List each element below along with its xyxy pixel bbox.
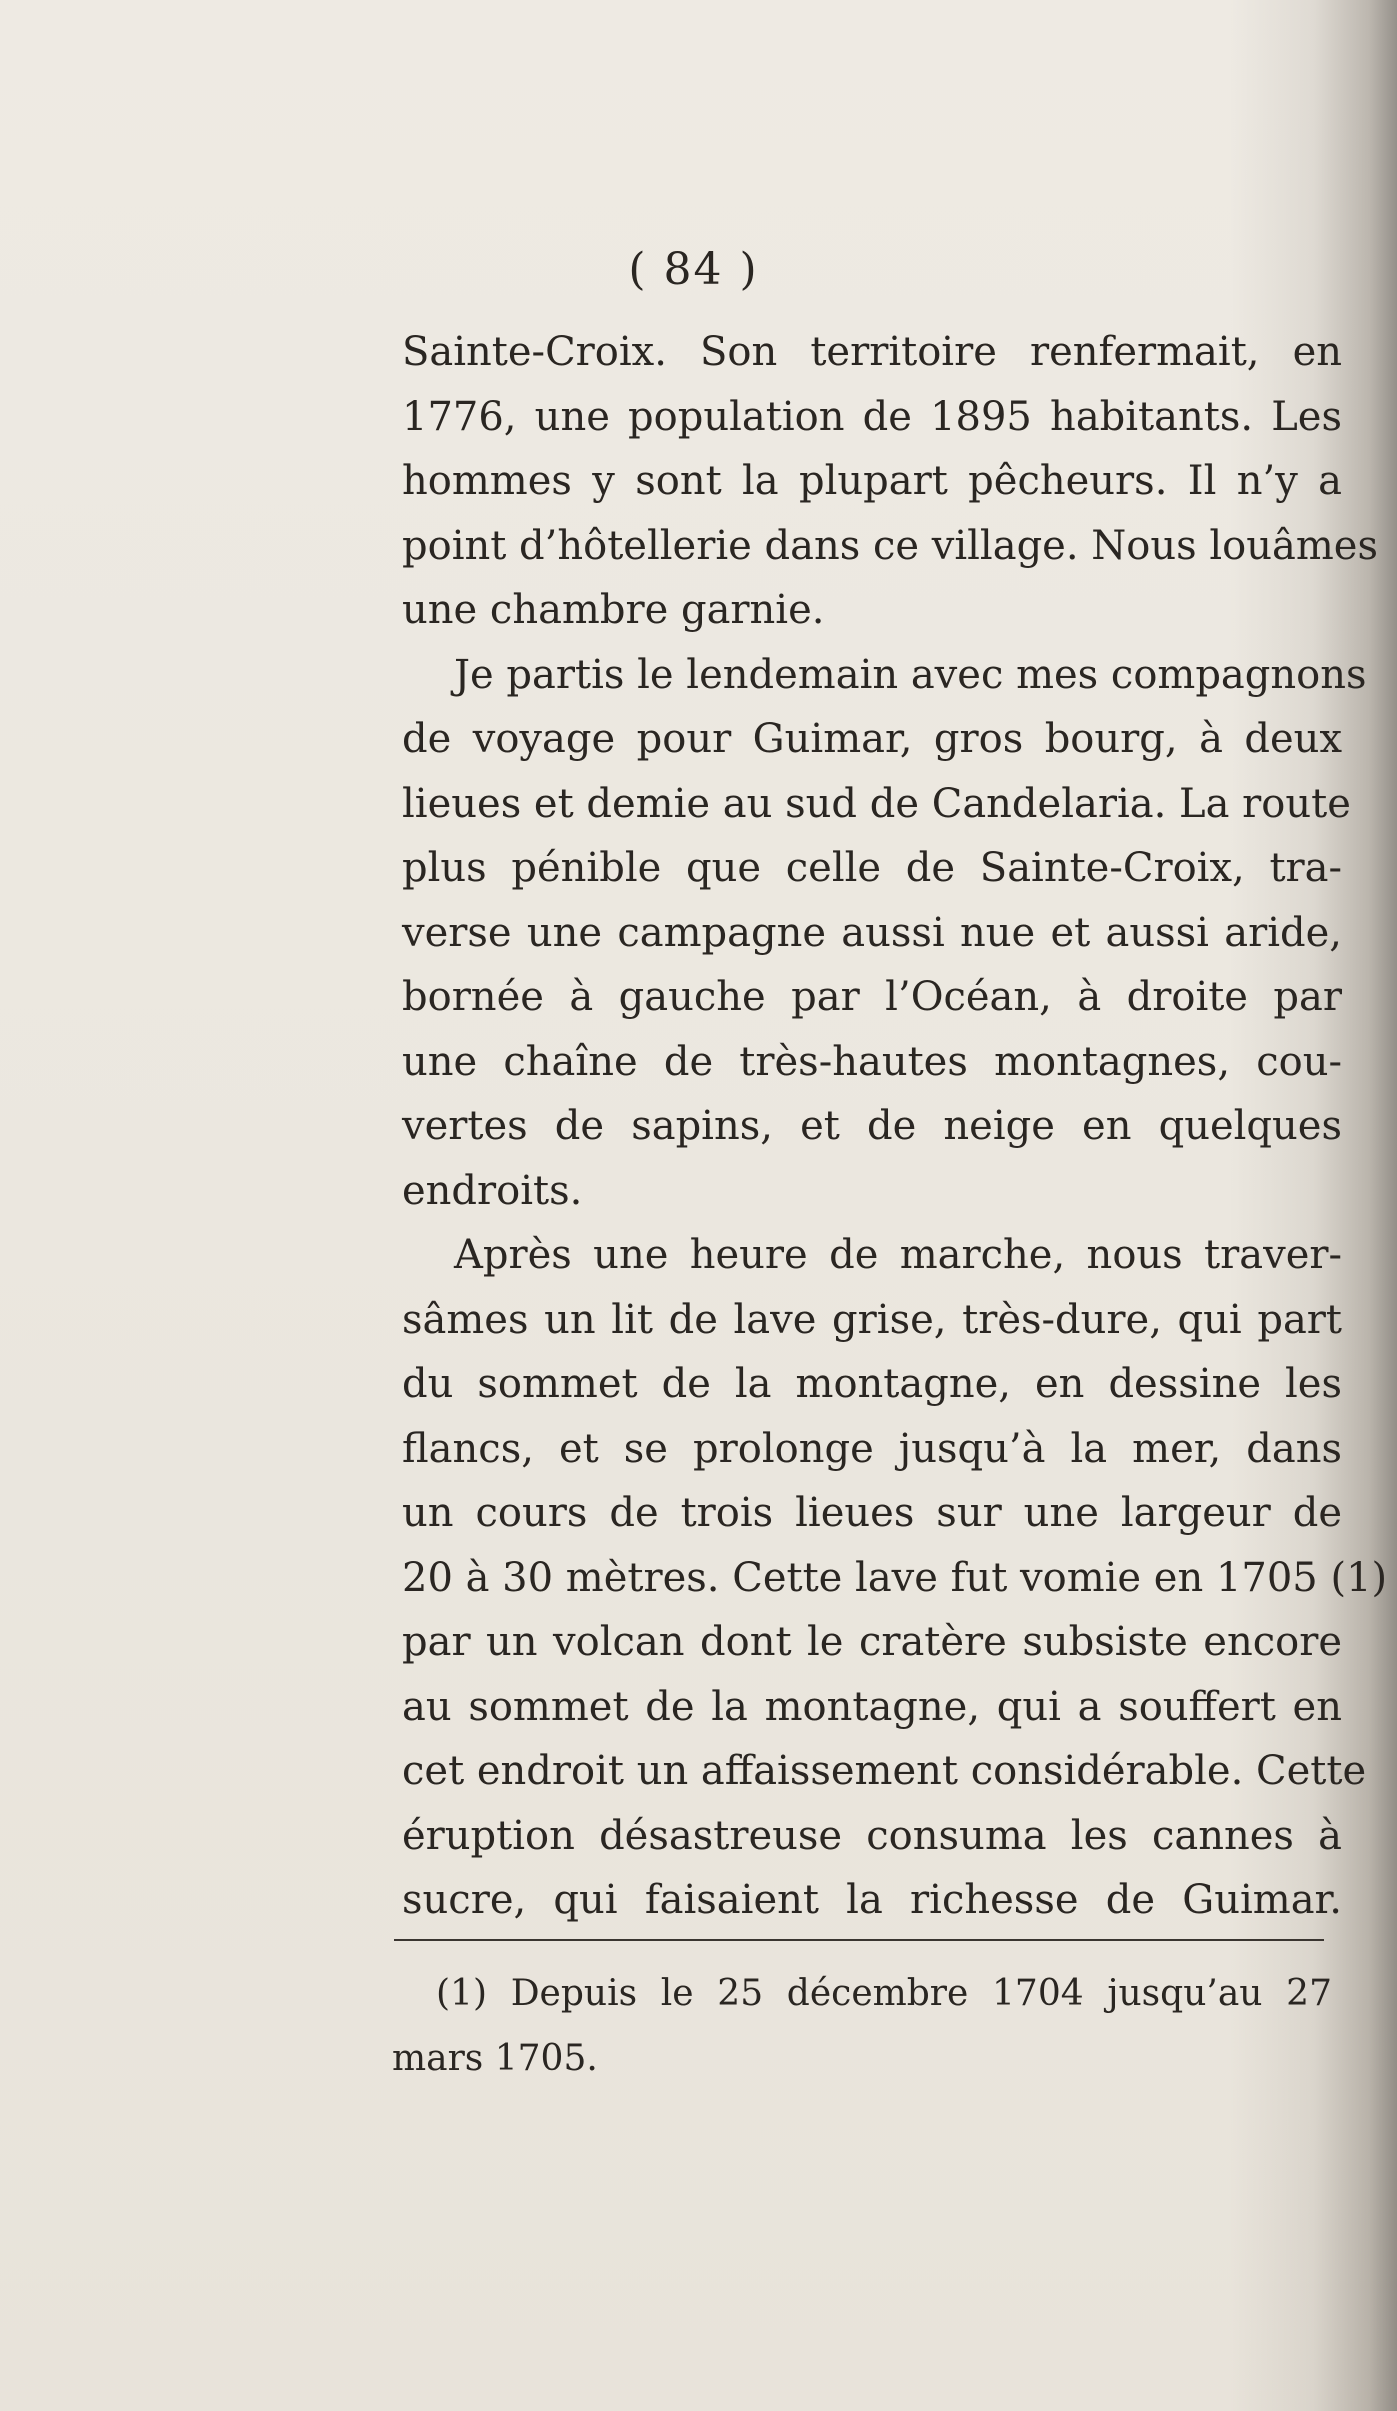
text-line: flancs, et se prolonge jusqu’à la mer, dans xyxy=(402,1425,1342,1472)
page-number xyxy=(0,244,1397,295)
text-line: une chaîne de très-hautes montagnes, cou- xyxy=(402,1038,1342,1085)
text-line: sucre, qui faisaient la richesse de Guimar. xyxy=(402,1877,1342,1923)
text-line: 20 à 30 mètres. Cette lave fut vomie en 1705 (1) xyxy=(402,1554,1388,1601)
text-line: au sommet de la montagne, qui a souffert en xyxy=(402,1683,1342,1730)
footnote-line: mars 1705. xyxy=(392,2037,598,2079)
body-text xyxy=(402,320,1388,1933)
text-line: lieues et demie au sud de Candelaria. La route xyxy=(402,780,1351,827)
text-line: un cours de trois lieues sur une largeur de xyxy=(402,1490,1342,1536)
footnote xyxy=(392,1965,1332,2094)
footnote-line: (1) Depuis le 25 décembre 1704 jusqu’au 27 xyxy=(436,1973,1332,2014)
text-line: Je partis le lendemain avec mes compagnons xyxy=(454,651,1367,698)
text-line: 1776, une population de 1895 habitants. Les xyxy=(402,393,1342,440)
text-line: verse une campagne aussi nue et aussi aride, xyxy=(402,909,1342,956)
text-line: sâmes un lit de lave grise, très-dure, qui part xyxy=(402,1296,1342,1343)
text-line: bornée à gauche par l’Océan, à droite par xyxy=(402,974,1342,1020)
text-line: de voyage pour Guimar, gros bourg, à deux xyxy=(402,716,1342,762)
text-line: par un volcan dont le cratère subsiste encore xyxy=(402,1619,1342,1665)
text-line: une chambre garnie. xyxy=(402,587,825,633)
text-line: plus pénible que celle de Sainte-Croix, tra- xyxy=(402,845,1342,891)
text-line: éruption désastreuse consuma les cannes à xyxy=(402,1812,1342,1859)
text-line: vertes de sapins, et de neige en quelques xyxy=(402,1103,1342,1149)
text-line: hommes y sont la plupart pêcheurs. Il n’y a xyxy=(402,458,1342,504)
footnote-rule xyxy=(394,1939,1324,1941)
page-number-text: ( 84 ) xyxy=(628,244,759,295)
text-line: endroits. xyxy=(402,1167,583,1214)
text-line: Sainte-Croix. Son territoire renfermait, en xyxy=(402,329,1342,375)
text-line: Après une heure de marche, nous traver- xyxy=(454,1232,1342,1278)
text-line: point d’hôtellerie dans ce village. Nous louâmes xyxy=(402,522,1378,569)
text-line: du sommet de la montagne, en dessine les xyxy=(402,1361,1342,1407)
text-line: cet endroit un affaissement considérable. Cette xyxy=(402,1748,1367,1794)
